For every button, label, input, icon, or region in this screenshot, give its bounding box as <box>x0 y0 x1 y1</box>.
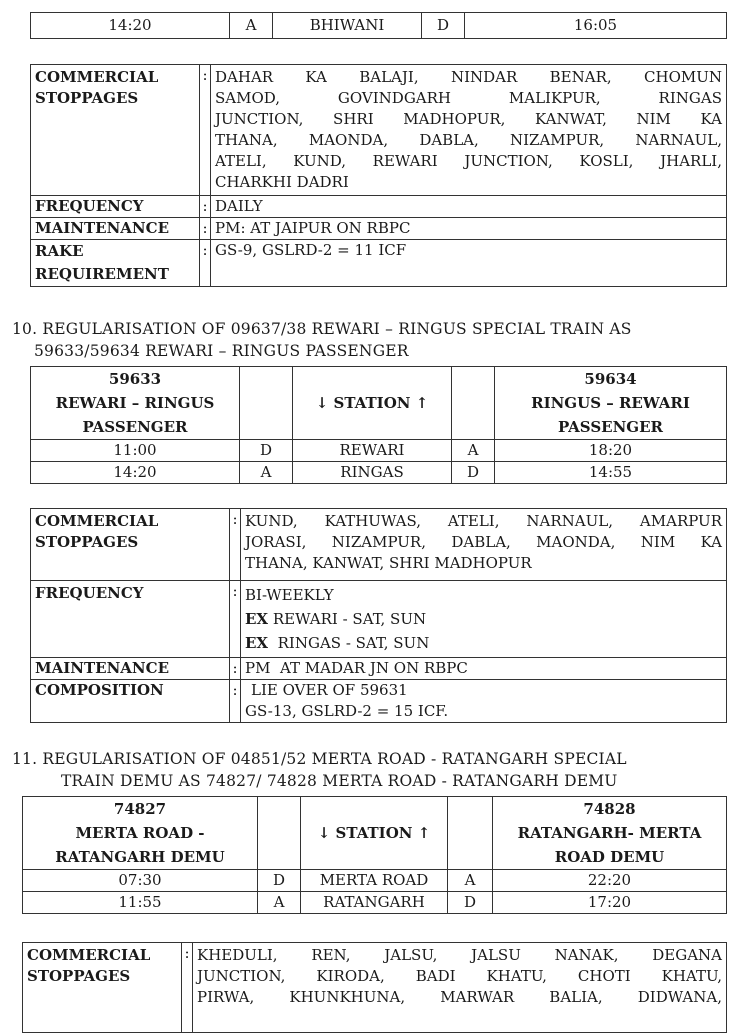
stoppage-line: JORASI, NIZAMPUR, DABLA, MAONDA, NIM KA <box>245 533 722 551</box>
station-cell: RINGAS <box>293 462 452 484</box>
blank-header <box>240 367 293 440</box>
frequency-value <box>241 581 727 658</box>
heading-line: TRAIN DEMU AS 74827/ 74828 MERTA ROAD - RATANGARH DEMU <box>61 772 618 790</box>
train-route: RINGUS – REWARI <box>531 394 690 412</box>
left-train-header <box>23 797 258 870</box>
stoppage-line: KHEDULI, REN, JALSU, JALSU NANAK, DEGANA <box>197 946 722 964</box>
code-cell: D <box>448 892 493 914</box>
code-cell: A <box>240 462 293 484</box>
train-route: RATANGARH- MERTA <box>517 824 702 842</box>
colon: : <box>182 943 193 1033</box>
colon: : <box>230 581 241 658</box>
block9-details-table <box>30 64 727 287</box>
maintenance-label: MAINTENANCE <box>31 658 230 680</box>
frequency-label: FREQUENCY <box>31 581 230 658</box>
table-header-row <box>23 797 727 870</box>
train-number: 59634 <box>584 370 637 388</box>
frequency-line <box>245 583 722 607</box>
time-cell: 11:00 <box>31 440 240 462</box>
table-row <box>31 462 727 484</box>
colon: : <box>230 680 241 723</box>
section10-details-table <box>30 508 727 723</box>
stoppages-value <box>241 509 727 581</box>
stoppages-value <box>193 943 727 1033</box>
table-row <box>23 943 727 1033</box>
section10-heading <box>12 318 632 362</box>
table-row <box>31 65 727 196</box>
time-cell: 18:20 <box>495 440 727 462</box>
table-row <box>23 892 727 914</box>
table-row <box>23 870 727 892</box>
time-cell: 17:20 <box>493 892 727 914</box>
code-cell: A <box>230 13 273 39</box>
colon: : <box>200 196 211 218</box>
train-number: 74827 <box>113 800 167 818</box>
train-route: REWARI – RINGUS <box>55 394 215 412</box>
section11-heading <box>12 748 627 792</box>
stoppage-line: JUNCTION, KIRODA, BADI KHATU, CHOTI KHATU, <box>197 967 722 985</box>
stoppage-line: DAHAR KA BALAJI, NINDAR BENAR, CHOMUN <box>215 68 722 86</box>
time-cell: 14:20 <box>31 462 240 484</box>
stoppages-label: COMMERCIAL STOPPAGES <box>31 509 230 581</box>
station-cell: BHIWANI <box>273 13 422 39</box>
table-row <box>31 218 727 240</box>
table-row <box>31 13 727 39</box>
left-train-header <box>31 367 240 440</box>
time-cell: 07:30 <box>23 870 258 892</box>
composition-label: COMPOSITION <box>31 680 230 723</box>
code-cell: A <box>258 892 301 914</box>
table-row <box>31 196 727 218</box>
table-row <box>31 581 727 658</box>
frequency-text: RINGAS - SAT, SUN <box>268 634 430 652</box>
rake-label: RAKE REQUIREMENT <box>31 240 200 287</box>
maintenance-value: PM AT MADAR JN ON RBPC <box>241 658 727 680</box>
train-number: 74828 <box>583 800 636 818</box>
heading-line: 10. REGULARISATION OF 09637/38 REWARI – RINGUS SPECIAL TRAIN AS <box>12 320 632 338</box>
table-row <box>31 509 727 581</box>
code-cell: A <box>448 870 493 892</box>
code-cell: D <box>422 13 465 39</box>
stoppage-line: SAMOD, GOVINDGARH MALIKPUR, RINGAS <box>215 89 722 107</box>
blank-header <box>452 367 495 440</box>
time-cell: 16:05 <box>465 13 727 39</box>
frequency-label: FREQUENCY <box>31 196 200 218</box>
train-type: PASSENGER <box>82 418 188 436</box>
stoppage-line: THANA, KANWAT, SHRI MADHOPUR <box>245 554 532 572</box>
section11-timing-table <box>22 796 727 914</box>
train-number: 59633 <box>108 370 162 388</box>
stoppage-line: CHARKHI DADRI <box>215 173 349 191</box>
composition-value <box>241 680 727 723</box>
table-row <box>31 658 727 680</box>
maintenance-value: PM: AT JAIPUR ON RBPC <box>211 218 727 240</box>
station-cell: MERTA ROAD <box>301 870 448 892</box>
stoppage-line: JUNCTION, SHRI MADHOPUR, KANWAT, NIM KA <box>215 110 722 128</box>
frequency-line <box>245 607 722 631</box>
station-cell: REWARI <box>293 440 452 462</box>
time-cell: 14:20 <box>31 13 230 39</box>
time-cell: 22:20 <box>493 870 727 892</box>
frequency-text: REWARI - SAT, SUN <box>268 610 427 628</box>
station-header: ↓ STATION ↑ <box>301 797 448 870</box>
stoppage-line: THANA, MAONDA, DABLA, NIZAMPUR, NARNAUL, <box>215 131 722 149</box>
stoppage-line: KUND, KATHUWAS, ATELI, NARNAUL, AMARPUR <box>245 512 722 530</box>
blank-header <box>448 797 493 870</box>
rake-value: GS-9, GSLRD-2 = 11 ICF <box>211 240 727 287</box>
colon: : <box>200 218 211 240</box>
time-cell: 11:55 <box>23 892 258 914</box>
stoppages-value <box>211 65 727 196</box>
frequency-value: DAILY <box>211 196 727 218</box>
frequency-prefix: EX <box>245 610 269 628</box>
colon: : <box>230 509 241 581</box>
heading-line: 11. REGULARISATION OF 04851/52 MERTA ROAD - RATANGARH SPECIAL <box>12 750 627 768</box>
time-cell: 14:55 <box>495 462 727 484</box>
station-cell: RATANGARH <box>301 892 448 914</box>
table-row <box>31 240 727 287</box>
stoppages-label: COMMERCIAL STOPPAGES <box>23 943 182 1033</box>
blank-header <box>258 797 301 870</box>
right-train-header <box>493 797 727 870</box>
train-type: PASSENGER <box>557 418 663 436</box>
stoppages-label: COMMERCIAL STOPPAGES <box>31 65 200 196</box>
section10-timing-table <box>30 366 727 484</box>
stoppage-line: ATELI, KUND, REWARI JUNCTION, KOSLI, JHARLI, <box>215 152 722 170</box>
section11-details-table <box>22 942 727 1033</box>
table-header-row <box>31 367 727 440</box>
composition-line: LIE OVER OF 59631 <box>251 681 408 699</box>
maintenance-label: MAINTENANCE <box>31 218 200 240</box>
code-cell: D <box>258 870 301 892</box>
frequency-text: BI-WEEKLY <box>245 586 334 604</box>
colon: : <box>230 658 241 680</box>
train-type: RATANGARH DEMU <box>55 848 225 866</box>
colon: : <box>200 240 211 287</box>
train-type: ROAD DEMU <box>554 848 665 866</box>
code-cell: D <box>240 440 293 462</box>
table-row <box>31 680 727 723</box>
top-timing-table <box>30 12 727 39</box>
frequency-prefix: EX <box>245 634 269 652</box>
train-route: MERTA ROAD - <box>75 824 205 842</box>
composition-line: GS-13, GSLRD-2 = 15 ICF. <box>245 702 449 720</box>
station-header: ↓ STATION ↑ <box>293 367 452 440</box>
table-row <box>31 440 727 462</box>
heading-line: 59633/59634 REWARI – RINGUS PASSENGER <box>34 342 409 360</box>
stoppage-line: PIRWA, KHUNKHUNA, MARWAR BALIA, DIDWANA, <box>197 988 722 1006</box>
frequency-line <box>245 631 722 655</box>
code-cell: D <box>452 462 495 484</box>
code-cell: A <box>452 440 495 462</box>
right-train-header <box>495 367 727 440</box>
colon: : <box>200 65 211 196</box>
